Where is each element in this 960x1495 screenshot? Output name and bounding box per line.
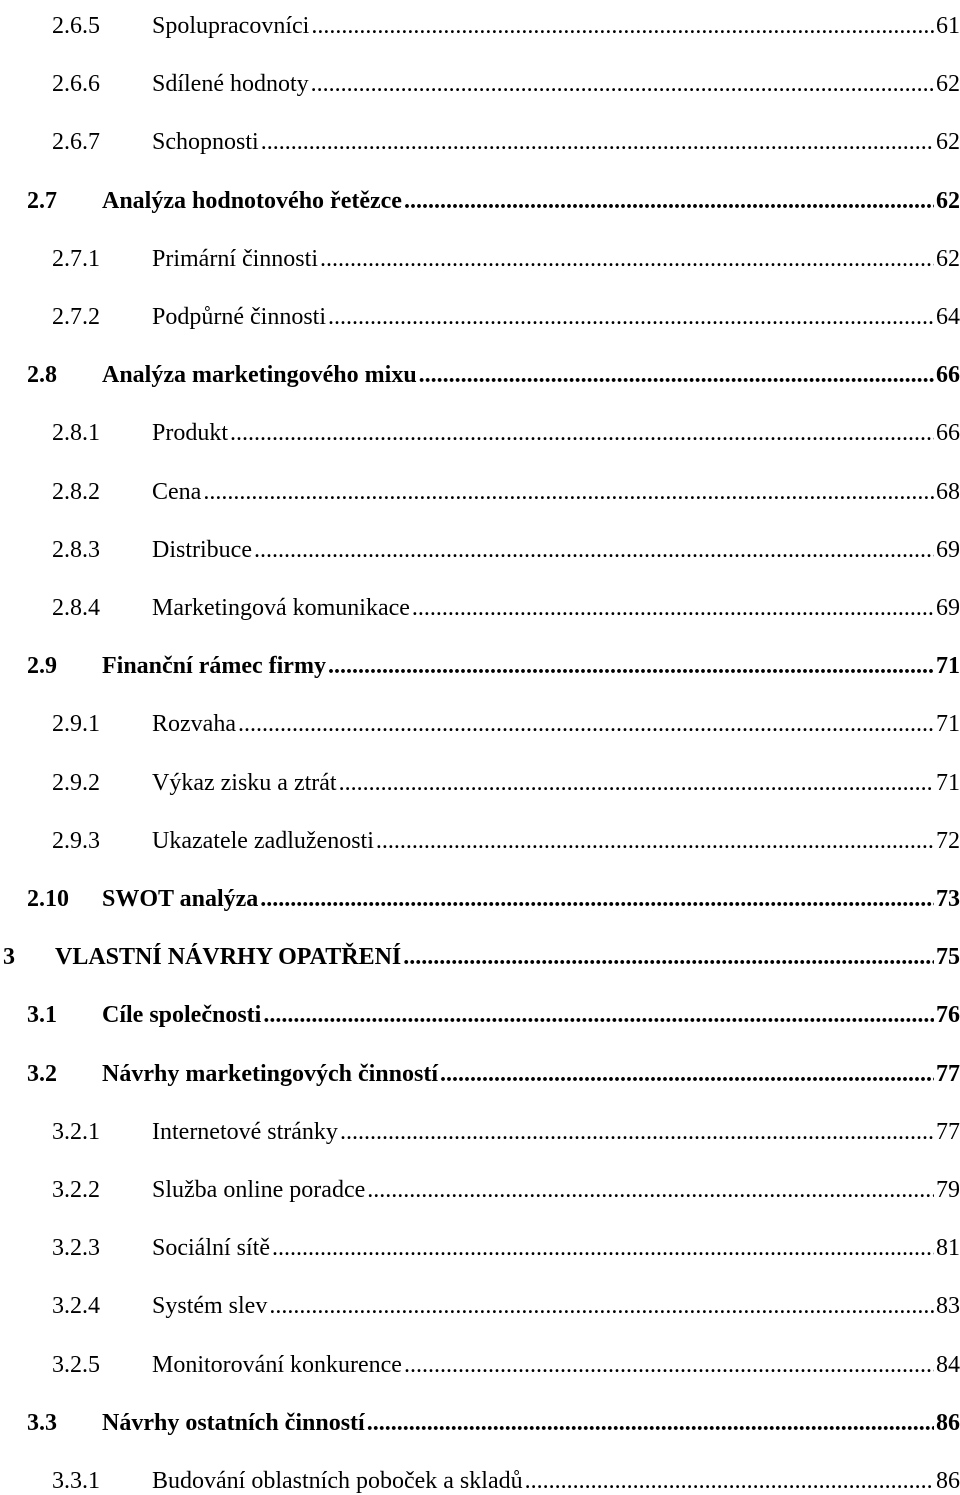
toc-entry-number: 3.2.5 [52,1351,100,1378]
toc-entry-title: Výkaz zisku a ztrát [152,769,337,796]
toc-entry-page-number: 68 [936,478,960,505]
toc-entry-title: Systém slev [152,1293,268,1320]
toc-dot-leader [412,594,934,622]
toc-dot-leader [263,1001,934,1029]
toc-entry-number: 3.2 [27,1060,57,1087]
toc-entry-number: 2.7.2 [52,304,100,330]
toc-entry-page-number: 79 [936,1177,960,1203]
toc-entry-number: 3.2.2 [52,1177,100,1203]
toc-entry-page-number: 71 [936,653,960,680]
toc-entry[interactable] [0,815,960,855]
toc-dot-leader [404,1351,934,1379]
toc-entry-title: Cíle společnosti [102,1002,262,1029]
toc-entry-number: 2.9.2 [52,769,100,796]
toc-entry[interactable] [0,1339,960,1379]
toc-dot-leader [403,943,934,971]
toc-entry-page-number: 71 [936,769,960,796]
toc-entry-page-number: 62 [936,129,960,156]
toc-dot-leader [419,361,934,389]
toc-entry-number: 2.8.2 [52,478,100,505]
toc-entry-number: 3.2.4 [52,1293,100,1320]
toc-entry-number: 3 [3,944,15,971]
toc-entry[interactable] [0,407,960,447]
toc-dot-leader [328,303,934,331]
toc-entry-title: Cena [152,478,202,505]
toc-entry-page-number: 71 [936,711,960,738]
toc-dot-leader [311,12,934,40]
toc-entry-title: Spolupracovníci [152,13,310,39]
toc-entry-title: Schopnosti [152,129,259,156]
toc-entry-title: Návrhy ostatních činností [102,1409,365,1436]
toc-entry[interactable] [0,698,960,738]
toc-entry-page-number: 62 [936,187,960,214]
toc-entry-title: Produkt [152,420,229,447]
toc-entry-number: 2.6.7 [52,129,100,156]
toc-dot-leader [261,128,934,156]
toc-entry-title: Budování oblastních poboček a skladů [152,1468,523,1494]
toc-entry-number: 2.9.3 [52,827,100,854]
toc-entry-number: 2.8.1 [52,420,100,447]
toc-entry[interactable] [0,349,960,389]
toc-entry-page-number: 69 [936,595,960,621]
toc-dot-leader [230,419,934,447]
toc-entry[interactable] [0,291,960,331]
toc-entry-number: 2.8.4 [52,595,100,621]
toc-dot-leader [260,885,934,913]
toc-entry-page-number: 77 [936,1060,960,1087]
toc-entry-title: Internetové stránky [152,1118,338,1145]
toc-entry-title: Analýza marketingového mixu [102,362,417,389]
toc-entry[interactable] [0,757,960,797]
toc-entry-number: 2.7 [27,187,57,214]
toc-dot-leader [340,1118,934,1146]
toc-entry[interactable] [0,582,960,622]
toc-entry[interactable] [0,1048,960,1088]
toc-entry[interactable] [0,1280,960,1320]
toc-entry-page-number: 81 [936,1235,960,1262]
toc-entry-page-number: 72 [936,827,960,854]
toc-entry[interactable] [0,116,960,156]
toc-dot-leader [238,710,934,738]
toc-dot-leader [320,245,934,273]
toc-entry-title: Monitorování konkurence [152,1351,402,1378]
toc-entry-title: Rozvaha [152,711,236,738]
toc-entry-page-number: 62 [936,71,960,98]
toc-entry-title: SWOT analýza [102,886,259,912]
toc-entry[interactable] [0,0,960,40]
toc-entry-title: Finanční rámec firmy [102,653,326,680]
toc-entry-page-number: 76 [936,1002,960,1029]
toc-entry-title: VLASTNÍ NÁVRHY OPATŘENÍ [55,944,402,971]
toc-entry-page-number: 73 [936,886,960,912]
toc-entry-number: 2.10 [27,886,69,912]
toc-entry-number: 2.7.1 [52,245,100,272]
toc-entry-title: Služba online poradce [152,1177,366,1203]
toc-entry-page-number: 86 [936,1409,960,1436]
toc-entry-number: 2.6.5 [52,13,100,39]
toc-entry-page-number: 66 [936,420,960,447]
toc-dot-leader [440,1060,934,1088]
toc-entry[interactable] [0,989,960,1029]
toc-entry[interactable] [0,1106,960,1146]
toc-entry[interactable] [0,233,960,273]
toc-dot-leader [328,652,934,680]
toc-entry-number: 3.3 [27,1409,57,1436]
toc-entry-page-number: 83 [936,1293,960,1320]
toc-entry-page-number: 64 [936,304,960,330]
toc-entry[interactable] [0,466,960,506]
toc-entry-number: 3.2.3 [52,1235,100,1262]
toc-entry-number: 2.9 [27,653,57,680]
toc-entry[interactable] [0,873,960,913]
toc-entry-number: 2.8 [27,362,57,389]
toc-dot-leader [339,769,934,797]
toc-entry[interactable] [0,524,960,564]
toc-entry-number: 3.1 [27,1002,57,1029]
toc-entry-number: 2.8.3 [52,536,100,563]
toc-entry-page-number: 86 [936,1468,960,1494]
toc-dot-leader [203,478,934,506]
toc-entry-title: Sdílené hodnoty [152,71,309,98]
toc-dot-leader [376,827,934,855]
toc-entry-page-number: 62 [936,245,960,272]
toc-entry-title: Primární činnosti [152,245,318,272]
toc-entry-page-number: 66 [936,362,960,389]
toc-entry[interactable] [0,1222,960,1262]
toc-dot-leader [404,187,934,215]
toc-entry-title: Distribuce [152,536,252,563]
toc-entry-title: Analýza hodnotového řetězce [102,187,402,214]
toc-entry-page-number: 69 [936,536,960,563]
toc-entry-number: 2.6.6 [52,71,100,98]
toc-entry[interactable] [0,1164,960,1204]
toc-entry-page-number: 84 [936,1351,960,1378]
toc-entry-title: Ukazatele zadluženosti [152,827,374,854]
toc-entry-number: 3.3.1 [52,1468,100,1494]
toc-dot-leader [367,1176,934,1204]
toc-dot-leader [367,1409,934,1437]
toc-entry[interactable] [0,1455,960,1495]
toc-entry-title: Podpůrné činnosti [152,304,326,330]
toc-dot-leader [272,1234,934,1262]
toc-entry[interactable] [0,640,960,680]
toc-entry[interactable] [0,175,960,215]
toc-entry[interactable] [0,931,960,971]
toc-entry[interactable] [0,58,960,98]
toc-dot-leader [254,536,934,564]
toc-dot-leader [311,70,934,98]
toc-entry[interactable] [0,1397,960,1437]
toc-dot-leader [269,1292,934,1320]
toc-entry-title: Marketingová komunikace [152,595,410,621]
toc-entry-page-number: 77 [936,1118,960,1145]
toc-entry-number: 3.2.1 [52,1118,100,1145]
toc-entry-number: 2.9.1 [52,711,100,738]
toc-entry-page-number: 61 [936,13,960,39]
toc-entry-page-number: 75 [936,944,960,971]
toc-entry-title: Návrhy marketingových činností [102,1060,438,1087]
toc-entry-title: Sociální sítě [152,1235,270,1262]
toc-dot-leader [525,1467,934,1495]
